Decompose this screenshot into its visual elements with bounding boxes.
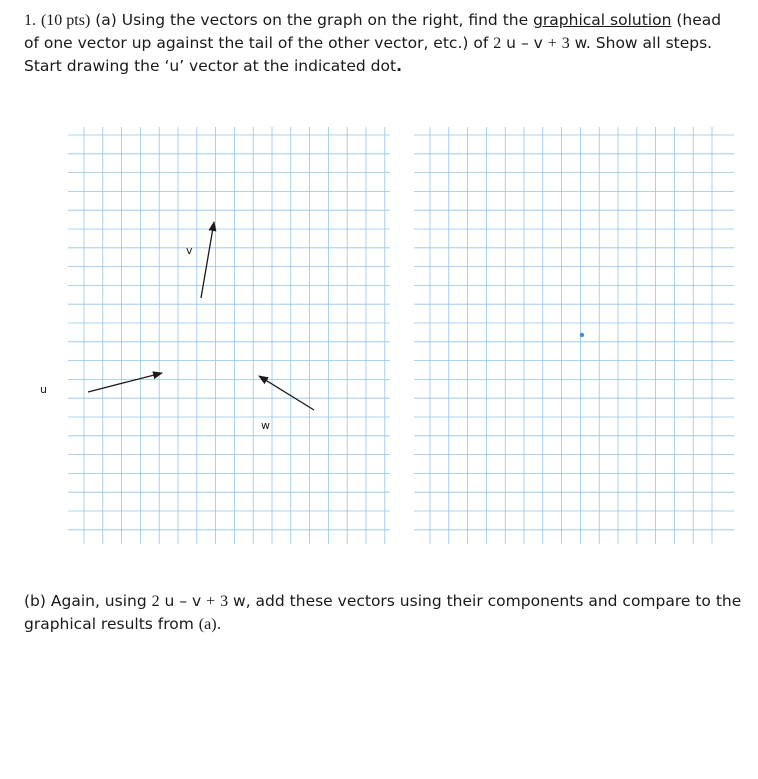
question-2-text (24, 590, 744, 636)
question-2-period: . (216, 615, 222, 633)
question-1-text-c: Show all steps. Start drawing the ‘u’ vector at the indicated dot (24, 34, 713, 75)
expr-plus-b: + (206, 593, 216, 610)
label-v: v (186, 244, 193, 257)
expr-v: v (533, 34, 543, 52)
expr-minus-b: – (179, 592, 188, 610)
grid-right[interactable] (414, 127, 734, 544)
start-dot[interactable] (580, 333, 584, 337)
expr-minus: – (520, 34, 529, 52)
graphical-solution-text: graphical solution (533, 11, 672, 29)
question-number: 1. (24, 12, 36, 29)
expr-u: u (506, 34, 516, 52)
question-2-text-b: w, add these vectors using their components and compare to the graphical results from (24, 592, 742, 633)
expr-v-b: v (192, 592, 202, 610)
expr-u-b: u (164, 592, 175, 610)
question-1-text-b: (head of one vector up against the tail of the other vector, etc.) of (24, 11, 722, 52)
expr-w: w. (574, 34, 591, 52)
part-b-label: (b) (24, 592, 46, 610)
coef-3-b: 3 (220, 593, 229, 610)
coef-2: 2 (493, 35, 502, 52)
part-a-ref: (a) (198, 616, 217, 633)
points-label: (10 pts) (40, 12, 91, 29)
label-u: u (40, 383, 47, 396)
coef-2-b: 2 (151, 593, 160, 610)
question-1-period: . (396, 57, 402, 75)
question-2-text-a: Again, using (50, 592, 147, 610)
expr-plus: + (547, 35, 557, 52)
vector-w (259, 376, 314, 410)
part-a-label: (a) (95, 11, 117, 29)
grid-left (68, 127, 390, 544)
label-w: w (261, 419, 270, 432)
coef-3: 3 (561, 35, 570, 52)
vector-v (201, 222, 214, 298)
vector-u (88, 373, 162, 392)
question-1-text-a: Using the vectors on the graph on the right, find the (121, 11, 529, 29)
